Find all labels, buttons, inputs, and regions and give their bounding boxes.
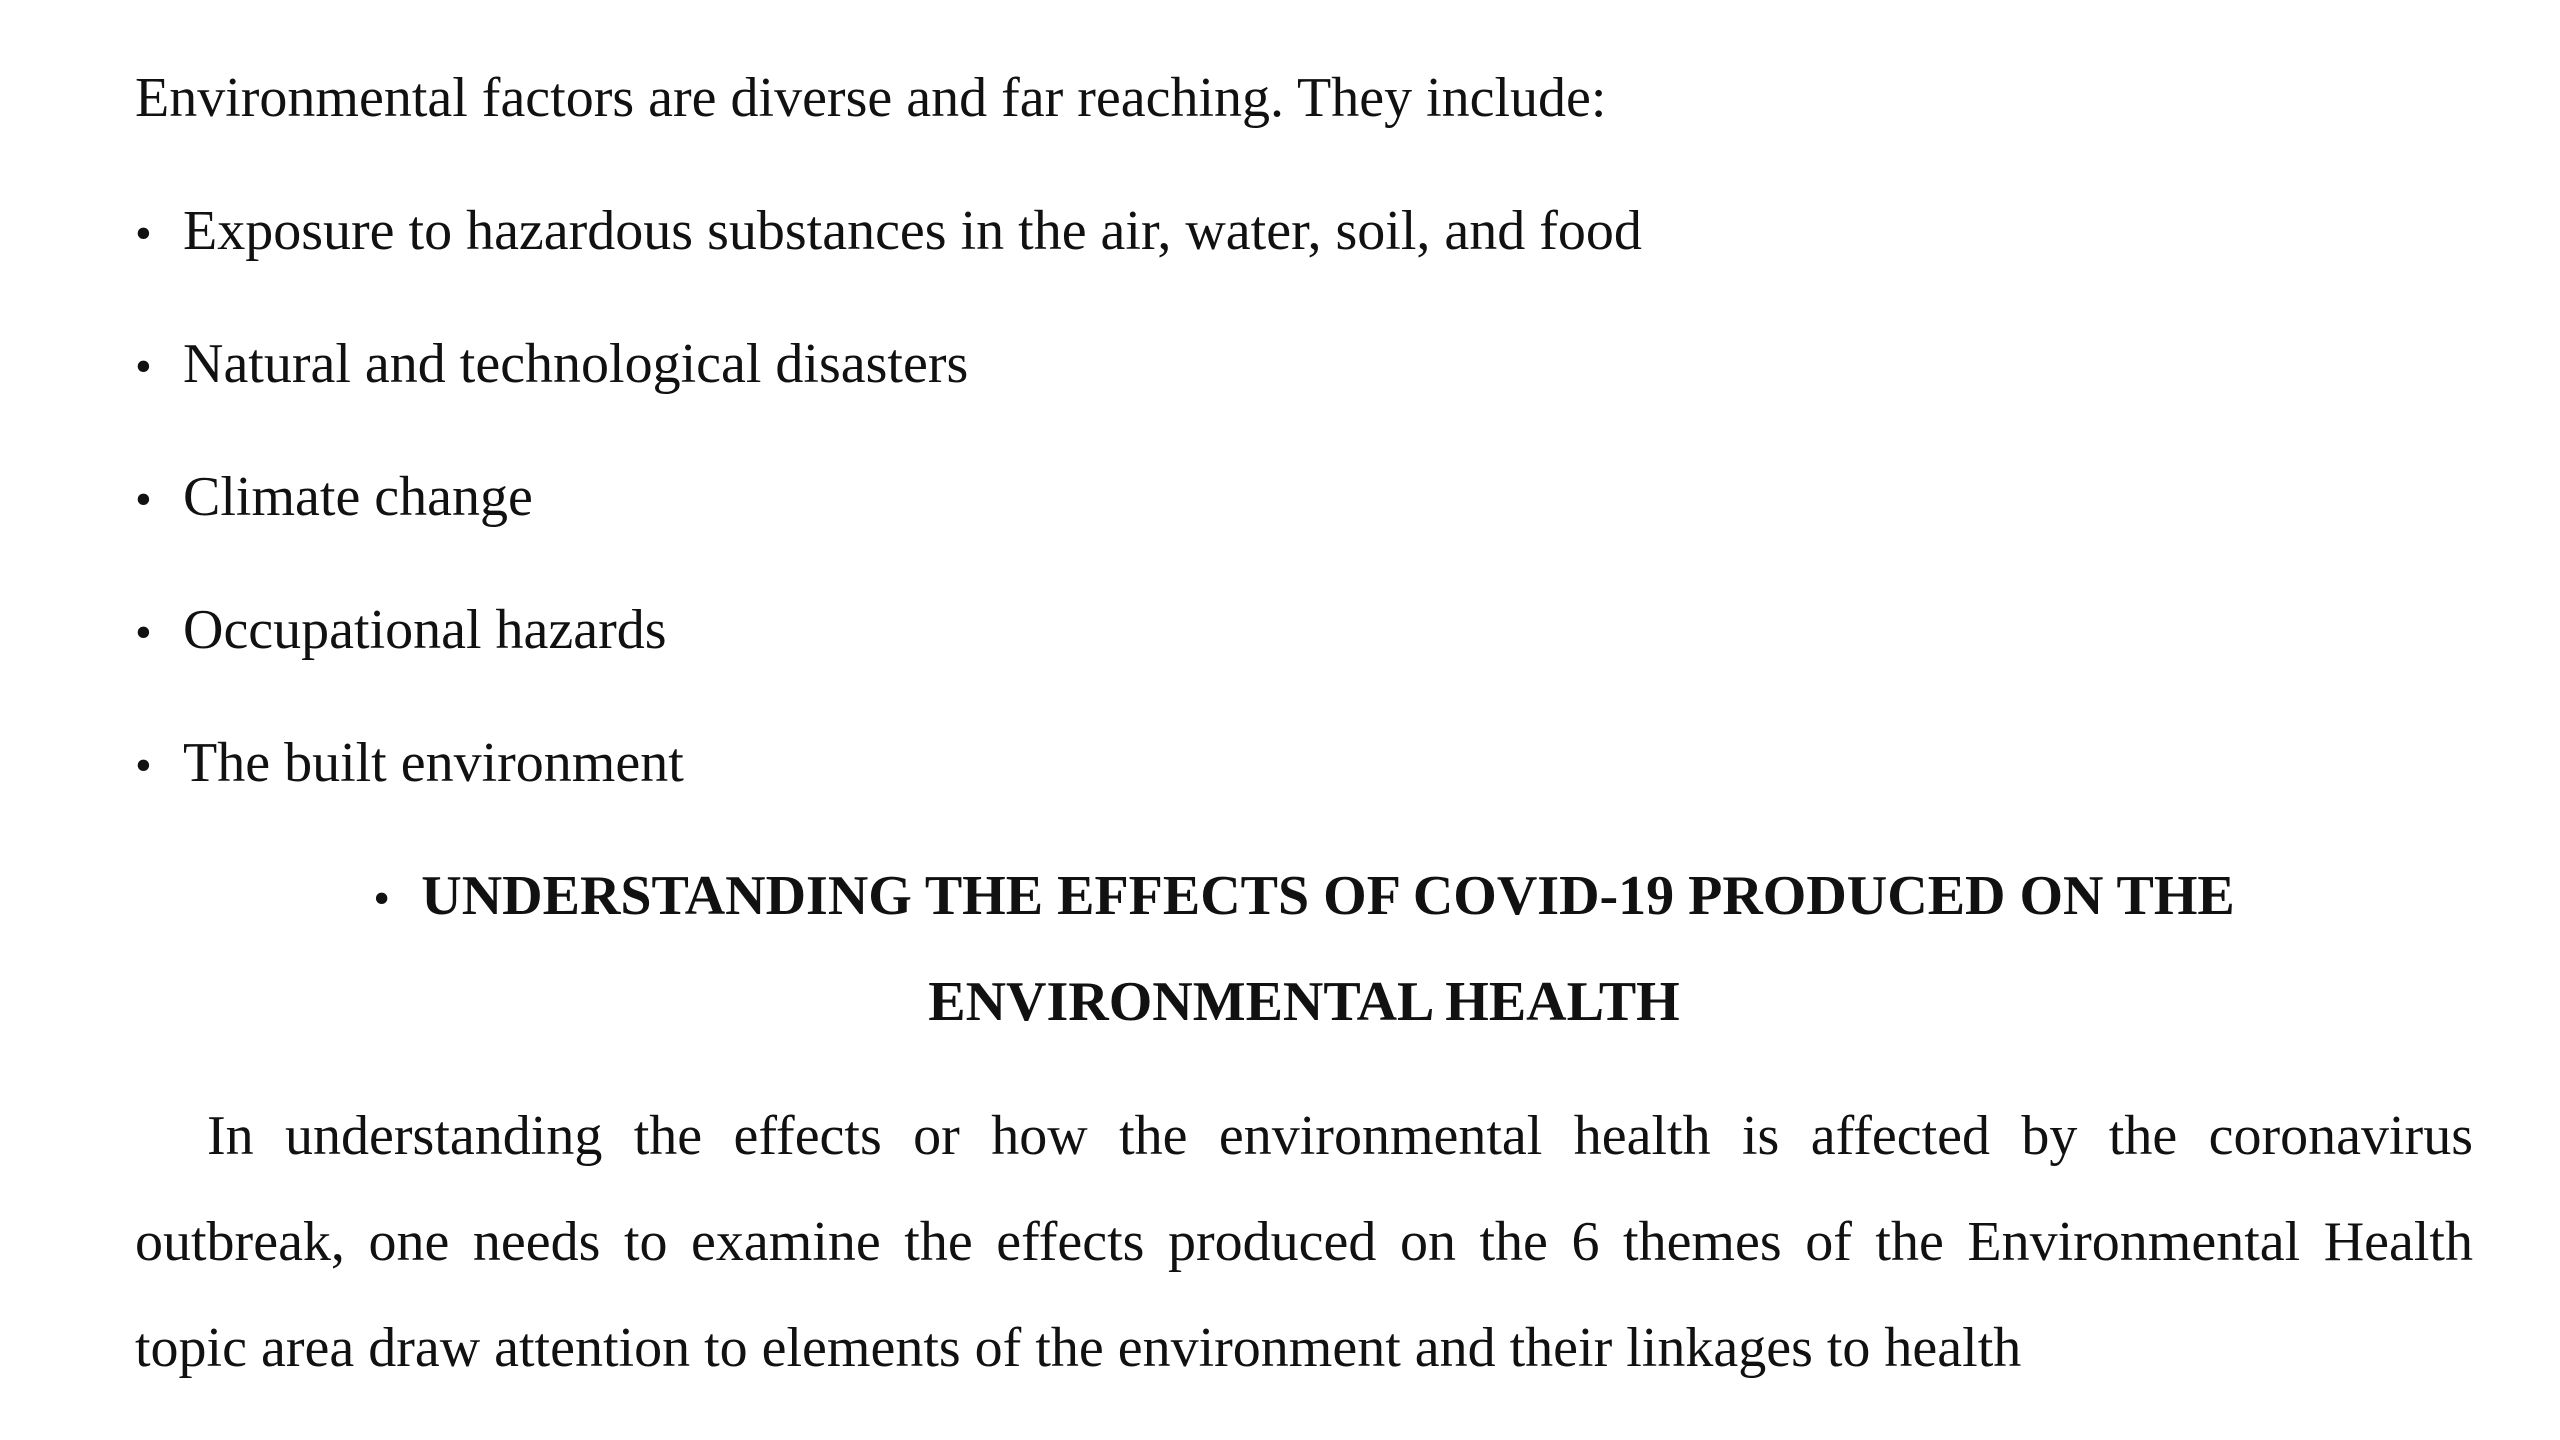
paragraph-line-1: In understanding the effects or how the environmental health is affected by the coronavirus [207,1105,2473,1167]
list-item [135,732,684,794]
list-item-text: Natural and technological disasters [183,333,969,395]
list-item [135,599,667,661]
section-heading-line2: ENVIRONMENTAL HEALTH [928,971,1680,1033]
bullet-icon: • [373,872,391,925]
paragraph-line-3: topic area draw attention to elements of the environment and their linkages to health [135,1317,2022,1379]
bullet-icon: • [135,606,152,659]
bullet-icon: • [135,340,152,393]
list-item [135,200,1642,262]
intro-text: Environmental factors are diverse and far reaching. They include: [135,67,1607,129]
paragraph-line-2: outbreak, one needs to examine the effects produced on the 6 themes of the Environmental Health [135,1211,2473,1273]
list-item [135,333,969,395]
list-item-text: Exposure to hazardous substances in the air, water, soil, and food [183,200,1642,262]
section-heading-line1: UNDERSTANDING THE EFFECTS OF COVID-19 PRODUCED ON THE [421,865,2235,927]
bullet-icon: • [135,207,152,260]
bullet-icon: • [135,473,152,526]
list-item-text: Occupational hazards [183,599,667,661]
list-item [135,466,533,528]
section-heading [135,865,2473,927]
list-item-text: The built environment [183,732,684,794]
list-item-text: Climate change [183,466,533,528]
bullet-icon: • [135,739,152,792]
